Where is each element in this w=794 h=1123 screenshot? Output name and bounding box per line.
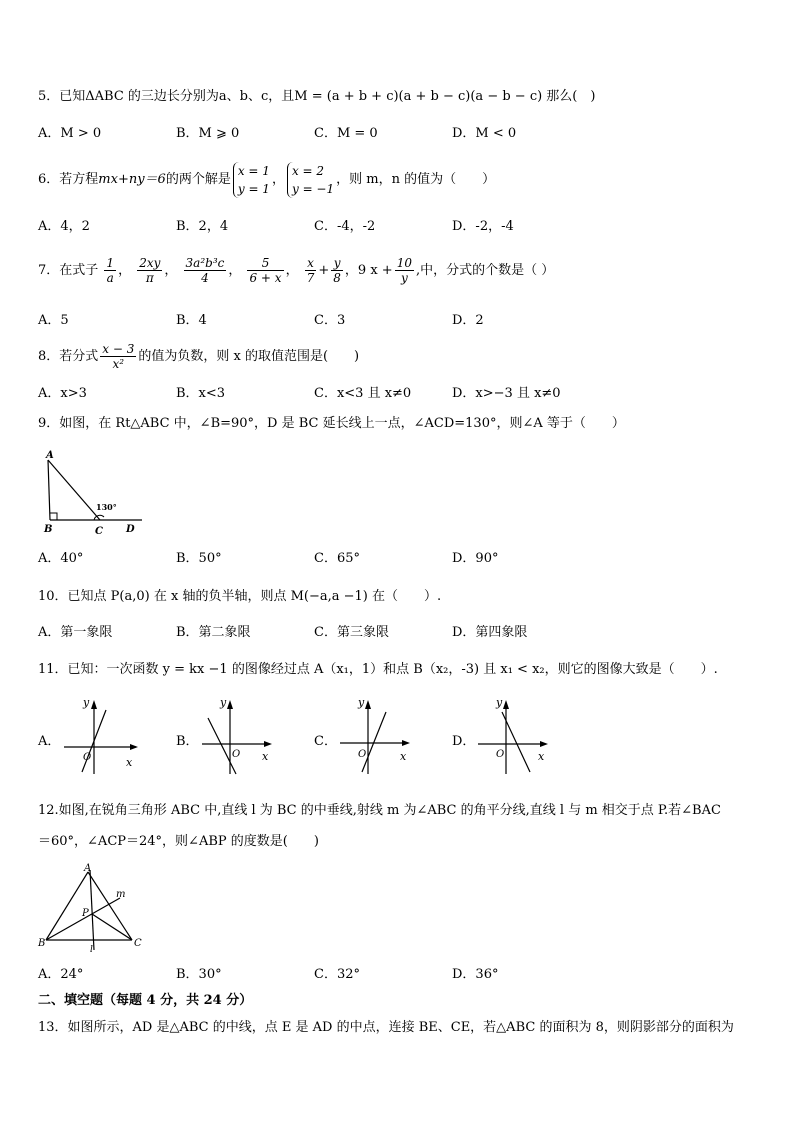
q9-label-c: C xyxy=(95,526,103,537)
q12-stem-line2: ＝60°，∠ACP＝24°，则∠ABP 的度数是( ) xyxy=(38,834,319,849)
q12-label-m: m xyxy=(116,889,126,900)
q11-graph-c-label: C． xyxy=(314,734,337,749)
q9-option-b: B．50° xyxy=(176,551,222,566)
q8-option-d: D．x>−3 且 x≠0 xyxy=(452,386,561,401)
q8-stem: 8．若分式 $\frac{x - 3}{\text{x²}}$ 的值为负数，则 x 的取值范围是( ) xyxy=(38,342,360,371)
q9-angle-label: 130° xyxy=(96,502,117,512)
q9-stem: 9．如图，在 Rt△ABC 中，∠B=90°，D 是 BC 延长线上一点，∠ACD=130°，则∠A 等于（ ） xyxy=(38,416,625,431)
q9-option-c: C．65° xyxy=(314,551,360,566)
q9-option-a: A．40° xyxy=(38,551,84,566)
q7-option-c: C．3 xyxy=(314,313,346,328)
svg-text:y: y xyxy=(220,696,227,709)
svg-text:y: y xyxy=(83,696,90,709)
svg-text:O: O xyxy=(496,749,505,760)
q7-frac-2: $\frac{2xy}{\pi}$ xyxy=(139,256,161,285)
q12-label-p: P xyxy=(82,908,89,919)
q12-stem-line1: 12.如图,在锐角三角形 ABC 中,直线 l 为 BC 的中垂线,射线 m 为∠ABC 的角平分线,直线 l 与 m 相交于点 P.若∠BAC xyxy=(38,803,721,818)
q5-stem: 5．已知ΔABC 的三边长分别为a、b、c，且M = (a + b + c)(a + b − c)(a − b − c) 那么( ) xyxy=(38,89,596,104)
q8-frac: $\frac{x - 3}{\text{x²}}$ xyxy=(102,342,135,371)
q6-solution-1: x = 1 y = 1 xyxy=(233,162,270,198)
q12-option-d: D．36° xyxy=(452,967,499,982)
q6-option-c: C．-4，-2 xyxy=(314,219,376,234)
q8-option-b: B．x<3 xyxy=(176,386,226,401)
q12-label-c: C xyxy=(134,938,142,949)
q12-triangle-figure xyxy=(36,862,156,957)
q9-label-b: B xyxy=(44,524,53,535)
svg-text:x: x xyxy=(400,750,407,763)
q10-stem: 10．已知点 P(a,0) 在 x 轴的负半轴，则点 M(−a,a −1) 在（ ）. xyxy=(38,589,442,604)
q9-triangle-figure xyxy=(38,446,158,538)
q7-frac-7: $\frac{10}{y}$ xyxy=(396,256,412,285)
section-heading-fill-in: 二、填空题（每题 4 分，共 24 分） xyxy=(38,993,253,1008)
q6-option-b: B．2，4 xyxy=(176,219,229,234)
q10-option-c: C．第三象限 xyxy=(314,625,389,640)
svg-text:y: y xyxy=(496,696,503,709)
svg-text:O: O xyxy=(83,752,92,763)
svg-text:y: y xyxy=(358,696,365,709)
q11-graph-a-label: A． xyxy=(38,734,61,749)
svg-text:x: x xyxy=(262,750,269,763)
q7-frac-6: $\frac{y}{8}$ xyxy=(333,256,341,285)
q8-option-c: C．x<3 且 x≠0 xyxy=(314,386,412,401)
svg-text:O: O xyxy=(358,749,367,760)
q8-option-a: A．x>3 xyxy=(38,386,87,401)
q7-option-a: A．5 xyxy=(38,313,69,328)
q6-stem: 6．若方程mx+ny＝6的两个解是 x = 1 y = 1 ， x = 2 y = −1 ，则 m，n 的值为（ ） xyxy=(38,163,496,196)
q6-solution-2: x = 2 y = −1 xyxy=(287,162,334,198)
q11-graph-d-label: D． xyxy=(452,734,476,749)
q7-option-d: D．2 xyxy=(452,313,484,328)
q11-graph-b xyxy=(196,696,286,776)
q6-option-d: D．-2，-4 xyxy=(452,219,514,234)
q9-option-d: D．90° xyxy=(452,551,499,566)
q12-option-a: A．24° xyxy=(38,967,84,982)
svg-text:x: x xyxy=(538,750,545,763)
q5-option-a: A．M > 0 xyxy=(38,126,102,141)
q5-option-d: D．M < 0 xyxy=(452,126,517,141)
q12-label-a: A xyxy=(84,863,92,874)
q11-graph-a xyxy=(58,696,148,776)
q7-stem: 7．在式子 $\frac{1}{a}$ ， $\frac{2xy}{\pi}$ ， $\frac{\text{3a²b³c}}{4}$ ， $\frac{5}{6 + x}$ ， $\frac{x}{7}$ + $\frac{y}{8}$ ，9 x + $\frac{10}{y}$ ,中，分式的个数是（ ） xyxy=(38,256,555,285)
q12-option-b: B．30° xyxy=(176,967,222,982)
q5-option-b: B．M ⩾ 0 xyxy=(176,126,240,141)
q7-frac-5: $\frac{x}{7}$ xyxy=(306,256,315,285)
q13-stem: 13．如图所示，AD 是△ABC 的中线，点 E 是 AD 的中点，连接 BE、CE，若△ABC 的面积为 8，则阴影部分的面积为 xyxy=(38,1020,734,1035)
q7-option-b: B．4 xyxy=(176,313,207,328)
q12-label-b: B xyxy=(38,938,46,949)
q10-option-b: B．第二象限 xyxy=(176,625,251,640)
q11-graph-c xyxy=(334,696,424,776)
q11-graph-d xyxy=(472,696,562,776)
q11-graph-b-label: B． xyxy=(176,734,199,749)
q10-option-d: D．第四象限 xyxy=(452,625,528,640)
q7-frac-3: $\frac{\text{3a²b³c}}{4}$ xyxy=(185,256,225,285)
q5-option-c: C．M = 0 xyxy=(314,126,378,141)
q12-label-l: l xyxy=(90,945,93,955)
q9-label-a: A xyxy=(46,450,54,461)
q6-option-a: A．4，2 xyxy=(38,219,90,234)
q11-stem: 11．已知：一次函数 y = kx −1 的图像经过点 A（x₁，1）和点 B（x₂，-3) 且 x₁ < x₂，则它的图像大致是（ ）. xyxy=(38,662,718,677)
q9-label-d: D xyxy=(126,524,135,535)
q7-frac-1: $\frac{1}{a}$ xyxy=(106,256,115,285)
svg-text:x: x xyxy=(126,756,133,769)
q12-option-c: C．32° xyxy=(314,967,360,982)
q7-frac-4: $\frac{5}{6 + x}$ xyxy=(249,256,282,285)
q10-option-a: A．第一象限 xyxy=(38,625,113,640)
svg-text:O: O xyxy=(232,749,241,760)
